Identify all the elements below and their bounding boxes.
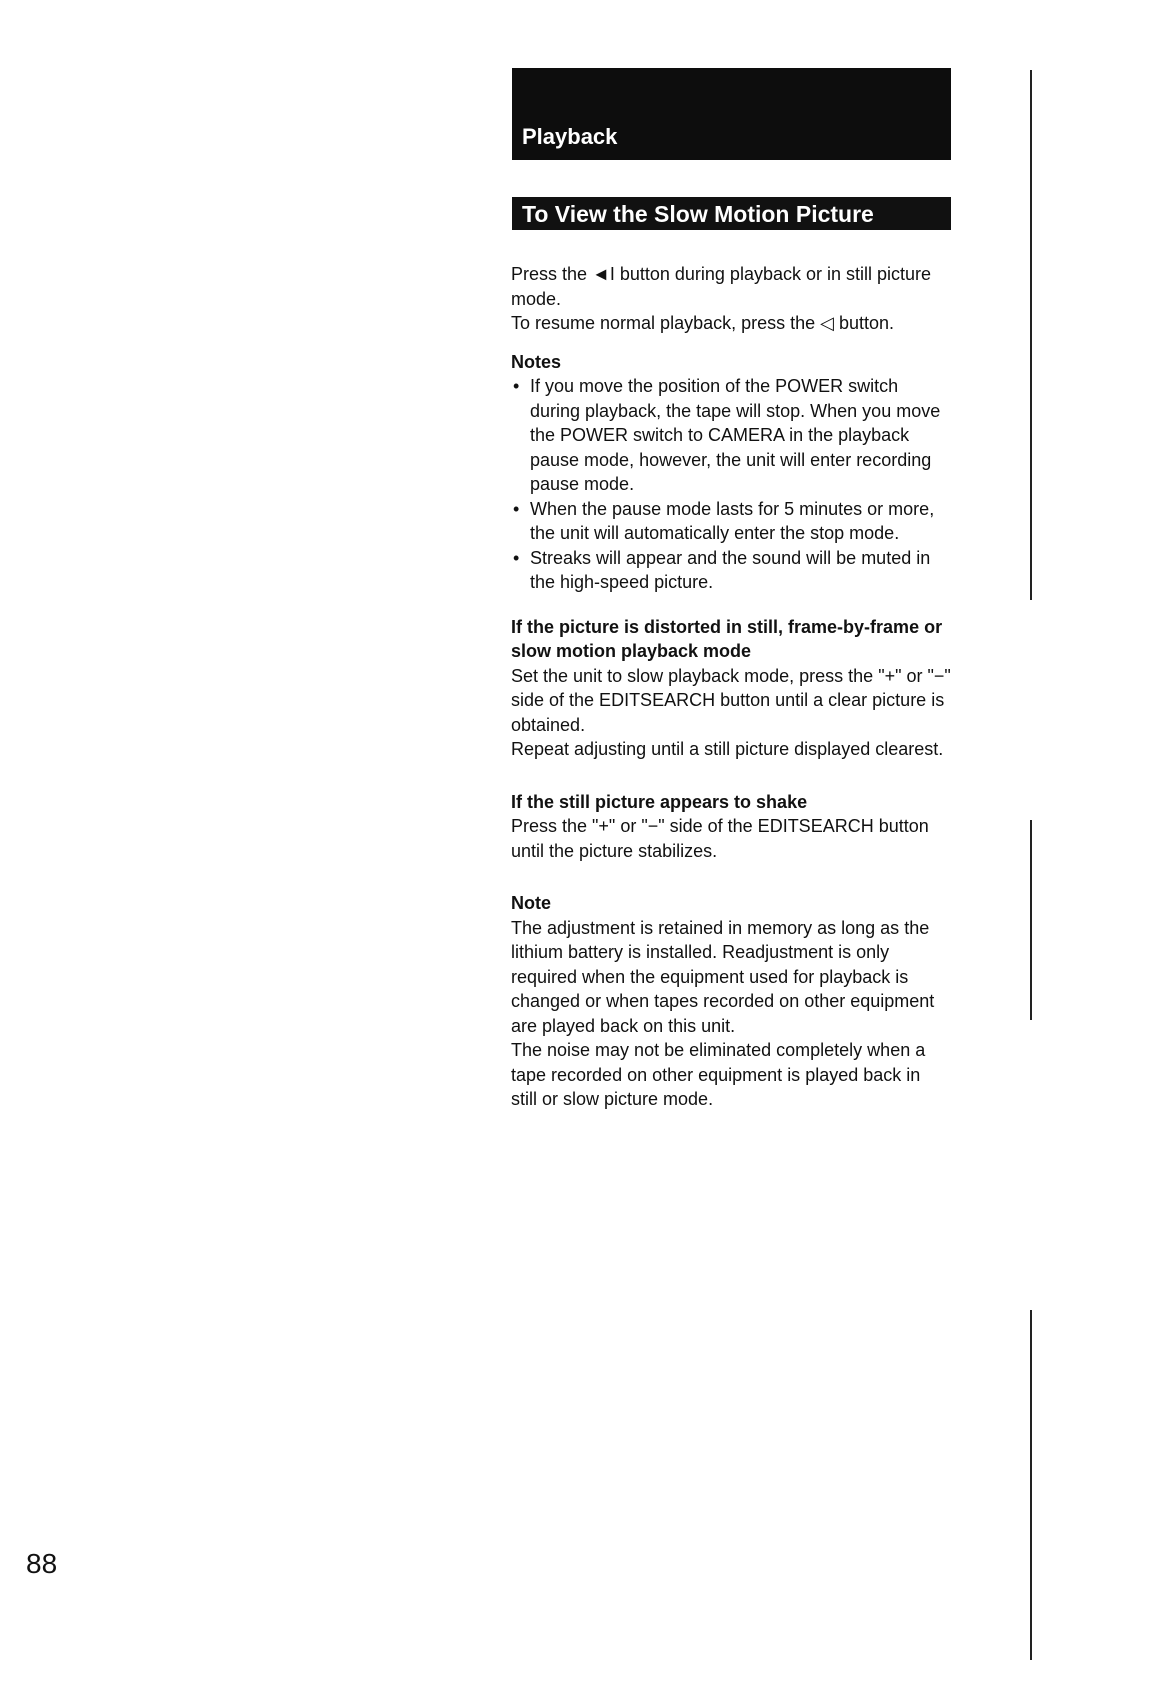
list-item: • If you move the position of the POWER switch during playback, the tape will stop. When you move the POWER switch to CAMERA in the playback pause mode, however, the unit will enter recording pause mode.: [511, 374, 951, 497]
heading-bar: [512, 197, 951, 230]
notes-list: [511, 374, 951, 595]
page-number: 88: [26, 1548, 58, 1579]
intro-paragraph: Press the ◄I button during playback or in still picture mode.: [511, 264, 932, 309]
note-paragraph: The adjustment is retained in memory as long as the lithium battery is installed. Readjustment is only required when the equipment used for playback is changed or when tapes recorded on other equipment are played back on this unit.: [511, 917, 935, 1036]
distorted-heading: If the picture is distorted in still, frame-by-frame or slow motion playback mode: [511, 616, 943, 661]
margin-rule: [1030, 820, 1032, 1020]
shake-paragraph: Press the "+" or "−" side of the EDITSEARCH button until the picture stabilizes.: [511, 816, 929, 861]
note-noise-paragraph: The noise may not be eliminated completely when a tape recorded on other equipment is played back in still or slow picture mode.: [511, 1040, 926, 1109]
page-heading: To View the Slow Motion Picture: [522, 201, 874, 227]
note-label: Note: [511, 893, 551, 913]
main-content: [511, 262, 951, 1112]
notes-label: Notes: [511, 351, 562, 372]
margin-rule: [1030, 1310, 1032, 1660]
list-item: • When the pause mode lasts for 5 minutes or more, the unit will automatically enter the stop mode.: [511, 497, 951, 546]
shake-heading: If the still picture appears to shake: [511, 791, 808, 812]
distorted-repeat-paragraph: Repeat adjusting until a still picture displayed clearest.: [511, 739, 944, 759]
margin-rule: [1030, 70, 1032, 600]
intro-resume-paragraph: To resume normal playback, press the ◁ button.: [511, 313, 895, 333]
list-item: • Streaks will appear and the sound will be muted in the high-speed picture.: [511, 546, 951, 595]
section-banner: [512, 68, 951, 160]
distorted-paragraph: Set the unit to slow playback mode, press the "+" or "−" side of the EDITSEARCH button until a clear picture is obtained.: [511, 665, 951, 735]
section-title: Playback: [522, 124, 618, 149]
